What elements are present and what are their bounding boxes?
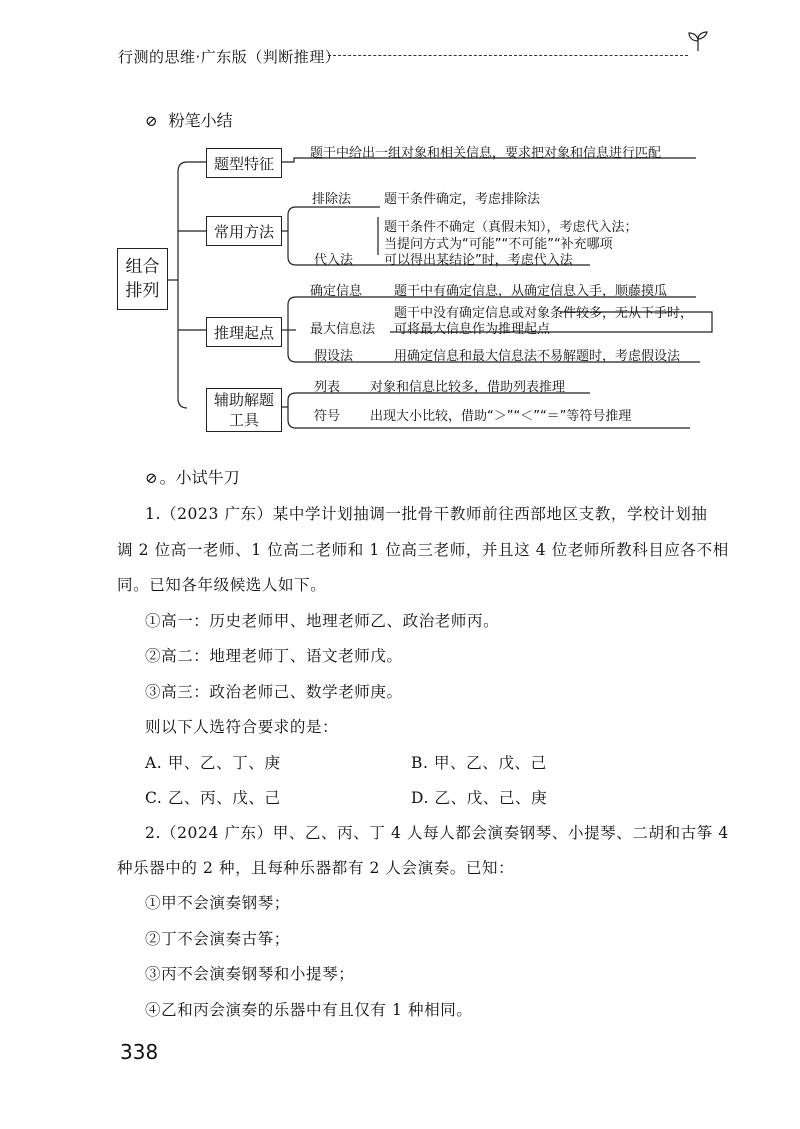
start-name-certain: 确定信息 xyxy=(310,284,363,299)
method-name-exclusion: 排除法 xyxy=(312,192,352,207)
q2-stem-line-1: 2.（2024 广东）甲、乙、丙、丁 4 人每人都会演奏钢琴、小提琴、二胡和古筝 4 xyxy=(145,824,729,842)
start-desc-max-info-2: 可将最大信息作为推理起点 xyxy=(394,322,551,337)
practice-heading: ⊘ 。小试牛刀 xyxy=(145,468,240,487)
start-desc-max-info-1: 题干中没有确定信息或对象条件较多，无从下手时， xyxy=(394,306,694,321)
tool-name-table: 列表 xyxy=(314,380,341,395)
branch-methods: 常用方法 xyxy=(206,216,282,246)
method-desc-substitution-1: 题干条件不确定（真假未知），考虑代入法； xyxy=(384,220,638,235)
branch-starting-points: 推理起点 xyxy=(206,317,282,347)
q2-stem-line-2: 种乐器中的 2 种，且每种乐器都有 2 人会演奏。已知： xyxy=(117,859,515,877)
running-header: 行测的思维·广东版（判断推理） xyxy=(118,48,341,66)
start-name-max-info: 最大信息法 xyxy=(310,322,376,337)
page-number: 338 xyxy=(120,1040,159,1064)
q2-condition-3: ③丙不会演奏钢琴和小提琴； xyxy=(145,965,355,983)
tool-desc-table: 对象和信息比较多，借助列表推理 xyxy=(370,380,566,395)
branch-features: 题型特征 xyxy=(206,148,282,178)
q1-stem-line-2: 调 2 位高一老师、1 位高二老师和 1 位高三老师，并且这 4 位老师所教科目应各不相 xyxy=(117,541,729,559)
method-desc-substitution-3: 可以得出某结论”时，考虑代入法 xyxy=(384,253,573,268)
q1-option-b: B. 甲、乙、戊、己 xyxy=(411,754,547,772)
q1-option-d: D. 乙、戊、己、庚 xyxy=(411,789,548,807)
tool-name-symbol: 符号 xyxy=(314,409,341,424)
branch-aux-tools: 辅助解题 工具 xyxy=(206,388,282,432)
start-name-assumption: 假设法 xyxy=(314,349,354,364)
q2-condition-4: ④乙和丙会演奏的乐器中有且仅有 1 种相同。 xyxy=(145,1001,473,1019)
q2-condition-1: ①甲不会演奏钢琴； xyxy=(145,894,290,912)
root-node: 组合 排列 xyxy=(117,248,168,310)
q1-condition-1: ①高一：历史老师甲、地理老师乙、政治老师丙。 xyxy=(145,612,500,630)
q1-stem-line-3: 同。已知各年级候选人如下。 xyxy=(117,576,327,594)
start-desc-assumption: 用确定信息和最大信息法不易解题时，考虑假设法 xyxy=(394,349,681,364)
pencil-icon: ⊘ xyxy=(145,469,158,487)
q1-condition-2: ②高二：地理老师丁、语文老师戊。 xyxy=(145,647,403,665)
start-desc-certain: 题干中有确定信息，从确定信息入手，顺藤摸瓜 xyxy=(394,284,668,299)
q1-option-c: C. 乙、丙、戊、己 xyxy=(145,789,281,807)
tool-desc-symbol: 出现大小比较，借助“＞”“＜”“＝”等符号推理 xyxy=(370,409,632,424)
features-desc: 题干中给出一组对象和相关信息，要求把对象和信息进行匹配 xyxy=(310,146,662,161)
method-desc-exclusion: 题干条件确定，考虑排除法 xyxy=(384,192,541,207)
q1-condition-3: ③高三：政治老师己、数学老师庚。 xyxy=(145,683,403,701)
q1-ask: 则以下人选符合要求的是： xyxy=(145,718,339,736)
q1-option-a: A. 甲、乙、丁、庚 xyxy=(145,754,281,772)
q1-stem-line-1: 1.（2023 广东）某中学计划抽调一批骨干教师前往西部地区支教，学校计划抽 xyxy=(145,505,708,523)
pencil-icon: ⊘ xyxy=(145,112,158,130)
method-desc-substitution-2: 当提问方式为“可能”“不可能”“补充哪项 xyxy=(384,237,613,252)
q2-condition-2: ②丁不会演奏古筝； xyxy=(145,930,290,948)
summary-heading: ⊘ 粉笔小结 xyxy=(145,111,233,130)
method-name-substitution: 代入法 xyxy=(314,253,354,268)
